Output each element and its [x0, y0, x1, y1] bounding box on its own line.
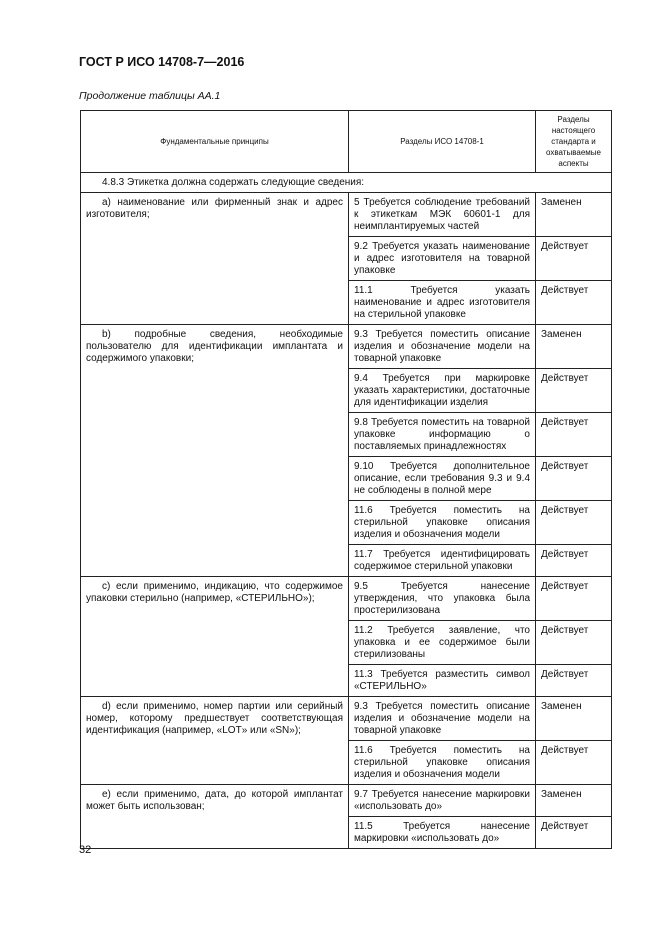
table-intro: 4.8.3 Этикетка должна содержать следующие сведения: [81, 173, 612, 193]
table-intro-row [81, 173, 612, 193]
status-cell: Заменен [536, 193, 612, 237]
status-cell: Заменен [536, 785, 612, 817]
status-cell: Заменен [536, 325, 612, 369]
table-header-row [81, 111, 612, 173]
status-cell: Действует [536, 817, 612, 849]
status-cell: Действует [536, 741, 612, 785]
iso-section-cell: 9.3 Требуется поместить описание изделия и обозначение модели на товарной упаковке [349, 325, 536, 369]
iso-section-cell: 11.1 Требуется указать наименование и адрес изготовителя на стерильной упаковке [349, 281, 536, 325]
status-cell: Действует [536, 413, 612, 457]
iso-section-cell: 5 Требуется соблюдение требований к этикеткам МЭК 60601-1 для неимплантируемых частей [349, 193, 536, 237]
principle-cell: е) если применимо, дата, до которой имплантат может быть использован; [81, 785, 349, 849]
principle-cell: b) подробные сведения, необходимые пользователю для идентификации имплантата и содержимого упаковки; [81, 325, 349, 577]
table-row [81, 697, 612, 741]
table-row [81, 785, 612, 817]
principle-cell: d) если применимо, номер партии или серийный номер, которому предшествует соответствующая идентификация (например, «LOT» или «SN»); [81, 697, 349, 785]
iso-section-cell: 11.7 Требуется идентифицировать содержимое стерильной упаковки [349, 545, 536, 577]
iso-section-cell: 11.6 Требуется поместить на стерильной упаковке описания изделия и обозначения модели [349, 501, 536, 545]
principle-cell: а) наименование или фирменный знак и адрес изготовителя; [81, 193, 349, 325]
iso-section-cell: 9.10 Требуется дополнительное описание, если требования 9.3 и 9.4 не соблюдены в полной мере [349, 457, 536, 501]
status-cell: Действует [536, 237, 612, 281]
header-principles: Фундаментальные принципы [81, 111, 349, 173]
status-cell: Заменен [536, 697, 612, 741]
iso-section-cell: 11.5 Требуется нанесение маркировки «использовать до» [349, 817, 536, 849]
status-cell: Действует [536, 501, 612, 545]
iso-section-cell: 9.8 Требуется поместить на товарной упаковке информацию о поставляемых принадлежностях [349, 413, 536, 457]
iso-section-cell: 9.2 Требуется указать наименование и адрес изготовителя на товарной упаковке [349, 237, 536, 281]
status-cell: Действует [536, 369, 612, 413]
iso-section-cell: 9.7 Требуется нанесение маркировки «использовать до» [349, 785, 536, 817]
iso-section-cell: 9.5 Требуется нанесение утверждения, что упаковка была простерилизована [349, 577, 536, 621]
status-cell: Действует [536, 621, 612, 665]
status-cell: Действует [536, 545, 612, 577]
table-row [81, 577, 612, 621]
table-row [81, 193, 612, 237]
iso-section-cell: 11.3 Требуется разместить символ «СТЕРИЛЬНО» [349, 665, 536, 697]
iso-section-cell: 9.3 Требуется поместить описание изделия и обозначение модели на товарной упаковке [349, 697, 536, 741]
status-cell: Действует [536, 281, 612, 325]
document-title: ГОСТ Р ИСО 14708-7—2016 [79, 55, 245, 69]
status-cell: Действует [536, 457, 612, 501]
iso-section-cell: 11.6 Требуется поместить на стерильной упаковке описания изделия и обозначения модели [349, 741, 536, 785]
standards-comparison-table [80, 110, 612, 849]
header-iso-sections: Разделы ИСО 14708-1 [349, 111, 536, 173]
iso-section-cell: 9.4 Требуется при маркировке указать характеристики, достаточные для идентификации изделия [349, 369, 536, 413]
status-cell: Действует [536, 665, 612, 697]
status-cell: Действует [536, 577, 612, 621]
page-number: 32 [79, 844, 92, 856]
table-caption: Продолжение таблицы АА.1 [79, 90, 221, 102]
iso-section-cell: 11.2 Требуется заявление, что упаковка и ее содержимое были стерилизованы [349, 621, 536, 665]
table-row [81, 325, 612, 369]
header-standard-sections: Разделы настоящего стандарта и охватываемые аспекты [536, 111, 612, 173]
principle-cell: c) если применимо, индикацию, что содержимое упаковки стерильно (например, «СТЕРИЛЬНО»); [81, 577, 349, 697]
